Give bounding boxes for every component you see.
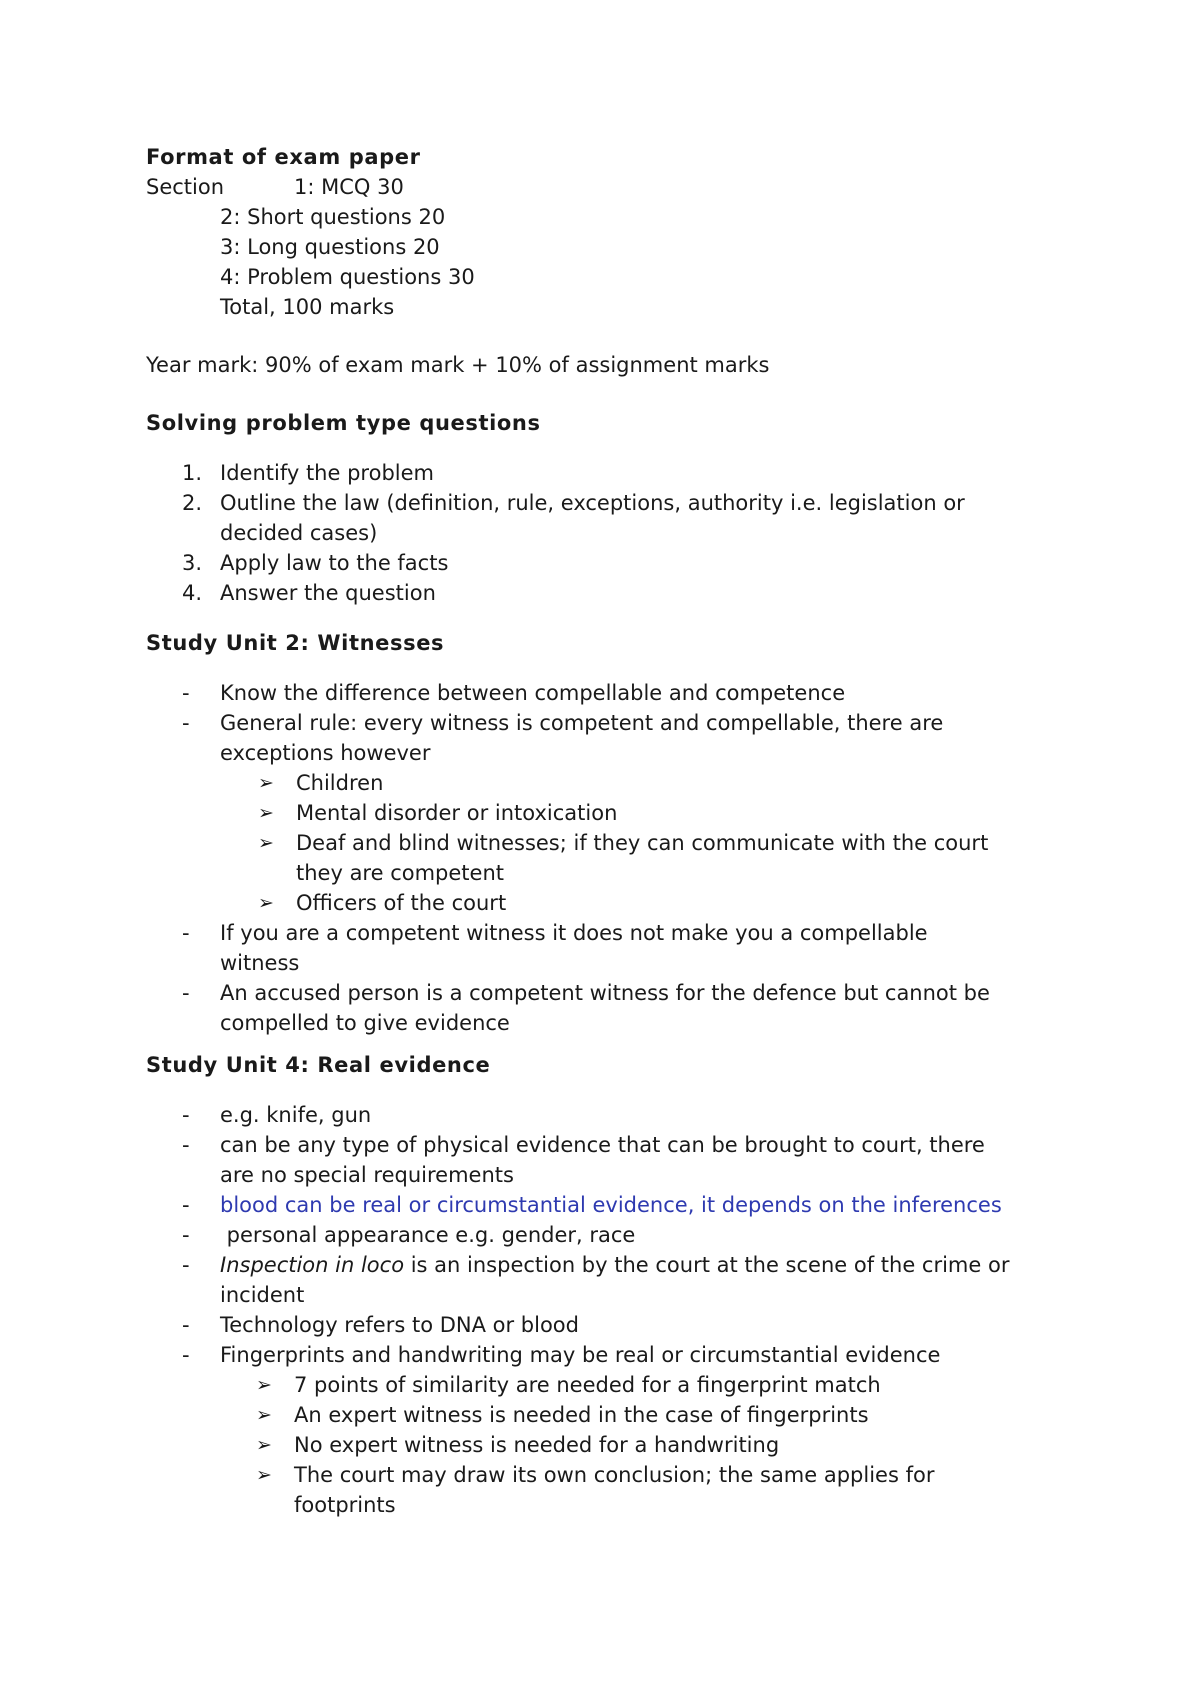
arrow-bullet-icon: ➢ [256,1404,272,1426]
list-item: - General rule: every witness is competent and compellable, there are exceptions however [182,711,944,765]
list-item: 2. Outline the law (definition, rule, exceptions, authority i.e. legislation or decided cases) [182,491,965,545]
section-1: 1: MCQ 30 [294,175,404,199]
arrow-bullet-icon: ➢ [258,832,274,854]
section-row-4: 4: Problem questions 30 [220,265,475,289]
year-mark: Year mark: 90% of exam mark + 10% of assignment marks [146,353,770,377]
list-item: - e.g. knife, gun [182,1103,372,1127]
list-item: ➢ The court may draw its own conclusion; the same applies for footprints [146,1460,1076,1520]
arrow-bullet-icon: ➢ [258,772,274,794]
list-item: - Inspection in loco is an inspection by the court at the scene of the crime or incident [182,1253,1010,1307]
section-total: Total, 100 marks [220,295,395,319]
section-row-1 [146,172,1076,202]
list-item: ➢ No expert witness is needed for a handwriting [146,1430,1076,1460]
list-item: 3. Apply law to the facts [182,551,449,575]
list-item: ➢ Deaf and blind witnesses; if they can communicate with the court they are competent [146,828,1076,888]
heading-solving: Solving problem type questions [146,411,541,435]
list-item: - If you are a competent witness it does not make you a compellable witness [182,921,928,975]
arrow-bullet-icon: ➢ [256,1434,272,1456]
heading-unit2: Study Unit 2: Witnesses [146,631,445,655]
list-item: - Fingerprints and handwriting may be real or circumstantial evidence [182,1343,941,1367]
list-item: - An accused person is a competent witness for the defence but cannot be compelled to give evidence [182,981,990,1035]
list-item: - personal appearance e.g. gender, race [182,1223,636,1247]
list-item: - blood can be real or circumstantial evidence, it depends on the inferences [182,1193,1002,1217]
highlighted-text: blood can be real or circumstantial evidence, it depends on the inferences [220,1193,1002,1217]
list-item: ➢ An expert witness is needed in the case of fingerprints [146,1400,1076,1430]
list-item: - Know the difference between compellable and competence [182,681,846,705]
list-item: ➢ Mental disorder or intoxication [146,798,1076,828]
arrow-bullet-icon: ➢ [256,1464,272,1486]
arrow-bullet-icon: ➢ [258,802,274,824]
list-item: 1. Identify the problem [182,461,434,485]
list-item: ➢ Children [146,768,1076,798]
section-row-3: 3: Long questions 20 [220,235,440,259]
list-item: ➢ 7 points of similarity are needed for a fingerprint match [146,1370,1076,1400]
section-row-2: 2: Short questions 20 [220,205,446,229]
arrow-bullet-icon: ➢ [258,892,274,914]
arrow-bullet-icon: ➢ [256,1374,272,1396]
document-body [146,142,1076,1520]
list-item: - Technology refers to DNA or blood [182,1313,579,1337]
list-item: ➢ Officers of the court [146,888,1076,918]
section-label: Section [146,175,225,199]
list-item: 4. Answer the question [182,581,436,605]
heading-format: Format of exam paper [146,145,421,169]
list-item: - can be any type of physical evidence that can be brought to court, there are no special requirements [182,1133,985,1187]
heading-unit4: Study Unit 4: Real evidence [146,1053,491,1077]
